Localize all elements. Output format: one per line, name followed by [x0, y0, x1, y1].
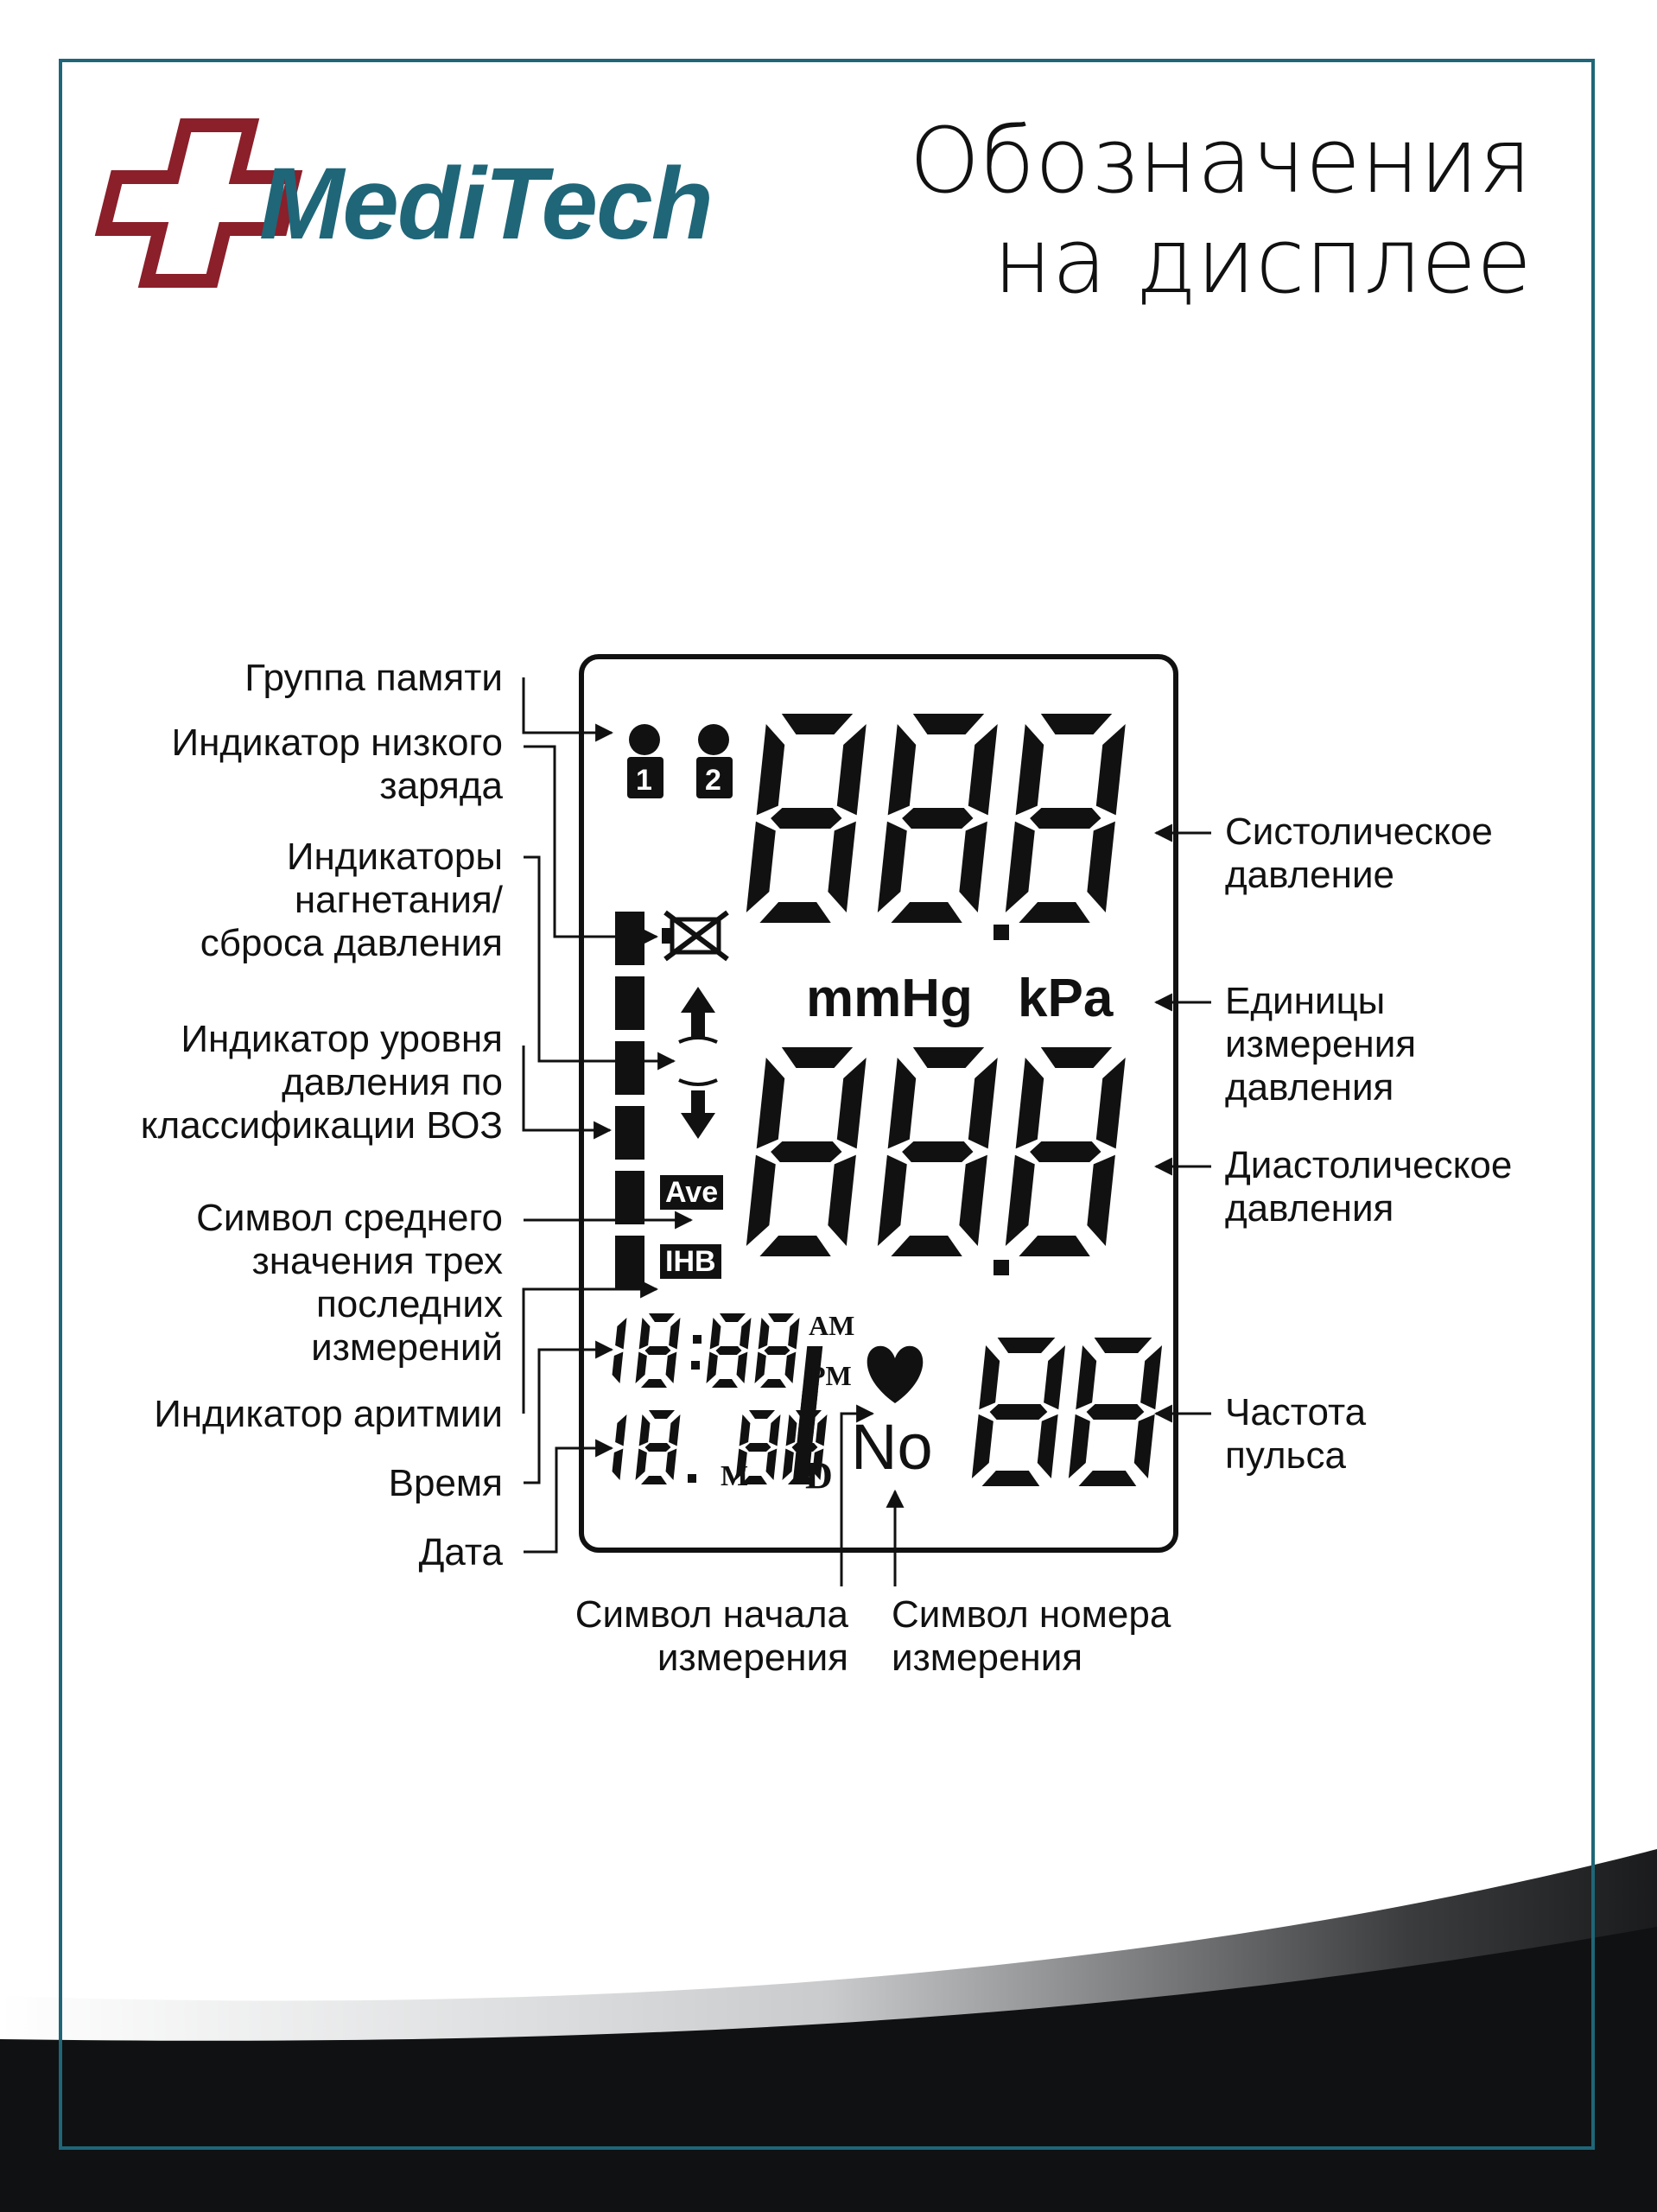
- memory-1-number: 1: [636, 764, 652, 797]
- bottom-label-1-line-2: измерения: [657, 1637, 848, 1679]
- date-decimal-point: [688, 1474, 696, 1483]
- left-label-1: [244, 657, 503, 700]
- right-label-2: [1225, 980, 1416, 1109]
- segment-g: [745, 1443, 771, 1452]
- left-label-3-line-3: сброса давления: [200, 922, 503, 964]
- segment-g: [715, 1346, 742, 1355]
- time-pm-label: PM: [809, 1360, 852, 1391]
- pressure-level-bar-1: [615, 912, 644, 965]
- segment-g: [901, 808, 975, 829]
- segment-g: [644, 1346, 671, 1355]
- left-label-1-line-1: Группа памяти: [244, 657, 503, 699]
- left-label-4: [141, 1018, 503, 1147]
- measure-number-label: No: [851, 1411, 933, 1483]
- left-label-2: [171, 721, 503, 808]
- left-label-7: [389, 1462, 503, 1505]
- segment-g: [770, 808, 843, 829]
- segment-g: [1086, 1404, 1146, 1420]
- right-label-2-line-3: давления: [1225, 1066, 1394, 1109]
- systolic-decimal-point: [994, 925, 1009, 940]
- segment-g: [989, 1404, 1049, 1420]
- bottom-label-2-line-2: измерения: [892, 1637, 1083, 1679]
- left-label-7-line-1: Время: [388, 1462, 503, 1504]
- left-label-2-line-1: Индикатор низкого: [171, 721, 503, 764]
- left-label-4-line-1: Индикатор уровня: [181, 1018, 503, 1060]
- bottom-label-2-line-1: Символ номера: [892, 1593, 1171, 1636]
- segment-g: [1029, 808, 1102, 829]
- brand-logo-text: MediTech: [259, 147, 712, 261]
- right-label-4-line-1: Частота: [1225, 1391, 1367, 1433]
- segment-g: [764, 1346, 790, 1355]
- right-label-2-line-2: измерения: [1225, 1023, 1417, 1065]
- time-am-label: AM: [809, 1310, 855, 1341]
- diastolic-decimal-point: [994, 1260, 1009, 1275]
- segment-g: [791, 1443, 818, 1452]
- left-label-5-line-2: значения трех: [251, 1240, 503, 1282]
- unit-mmhg: mmHg: [806, 969, 973, 1028]
- memory-user-2-icon-head: [698, 724, 729, 755]
- footer-band: [0, 1927, 1657, 2212]
- left-label-3-line-2: нагнетания/: [294, 879, 503, 921]
- ihb-badge: IHB: [660, 1244, 721, 1279]
- low-battery-icon: [662, 912, 727, 959]
- right-label-4-line-2: пульса: [1225, 1434, 1346, 1477]
- right-label-4: [1225, 1391, 1366, 1478]
- left-label-5-line-4: измерений: [311, 1326, 503, 1369]
- left-label-8: [419, 1531, 503, 1574]
- left-label-6: [154, 1393, 503, 1436]
- right-label-1-line-1: Систолическое: [1225, 810, 1493, 853]
- date-day-label: D: [805, 1454, 833, 1497]
- memory-2-number: 2: [705, 764, 721, 797]
- left-label-4-line-2: давления по: [282, 1061, 503, 1103]
- page-title: [909, 108, 1532, 314]
- pressure-level-bar-4: [615, 1106, 644, 1160]
- left-label-8-line-1: Дата: [418, 1531, 503, 1573]
- right-label-3-line-2: давления: [1225, 1187, 1394, 1230]
- segment-g: [1029, 1141, 1102, 1162]
- left-label-3: [200, 836, 503, 965]
- left-label-5-line-1: Символ среднего: [196, 1197, 503, 1239]
- left-label-5: [196, 1197, 503, 1370]
- pressure-level-bar-2: [615, 976, 644, 1030]
- left-label-6-line-1: Индикатор аритмии: [154, 1393, 503, 1435]
- time-colon-top: [693, 1335, 702, 1344]
- right-label-1-line-2: давление: [1225, 854, 1395, 896]
- memory-user-1-icon-head: [629, 724, 660, 755]
- bottom-label-2: [892, 1593, 1171, 1680]
- segment-g: [901, 1141, 975, 1162]
- average-badge: Ave: [660, 1175, 723, 1210]
- date-month-label: M: [721, 1460, 749, 1492]
- bottom-label-1-line-1: Символ начала: [575, 1593, 848, 1636]
- left-label-2-line-2: заряда: [379, 765, 503, 807]
- segment-g: [770, 1141, 843, 1162]
- page-title-line-2: на дисплее: [993, 208, 1532, 314]
- left-label-4-line-3: классификации ВОЗ: [140, 1104, 503, 1147]
- right-label-2-line-1: Единицы: [1225, 980, 1386, 1022]
- left-label-5-line-3: последних: [315, 1283, 503, 1325]
- pressure-level-bar-3: [615, 1041, 644, 1095]
- segment-g: [644, 1443, 671, 1452]
- time-colon-bottom: [691, 1361, 700, 1370]
- right-label-3: [1225, 1144, 1512, 1230]
- pressure-level-bar-5: [615, 1171, 644, 1224]
- battery-tip: [662, 928, 672, 944]
- page-title-line-1: Обозначения: [909, 108, 1532, 213]
- left-label-3-line-1: Индикаторы: [286, 836, 503, 878]
- pressure-level-bar-6: [615, 1236, 644, 1289]
- right-label-3-line-1: Диастолическое: [1225, 1144, 1513, 1186]
- right-label-1: [1225, 810, 1493, 897]
- bottom-label-1: [575, 1593, 848, 1680]
- unit-kpa: kPa: [1018, 969, 1114, 1028]
